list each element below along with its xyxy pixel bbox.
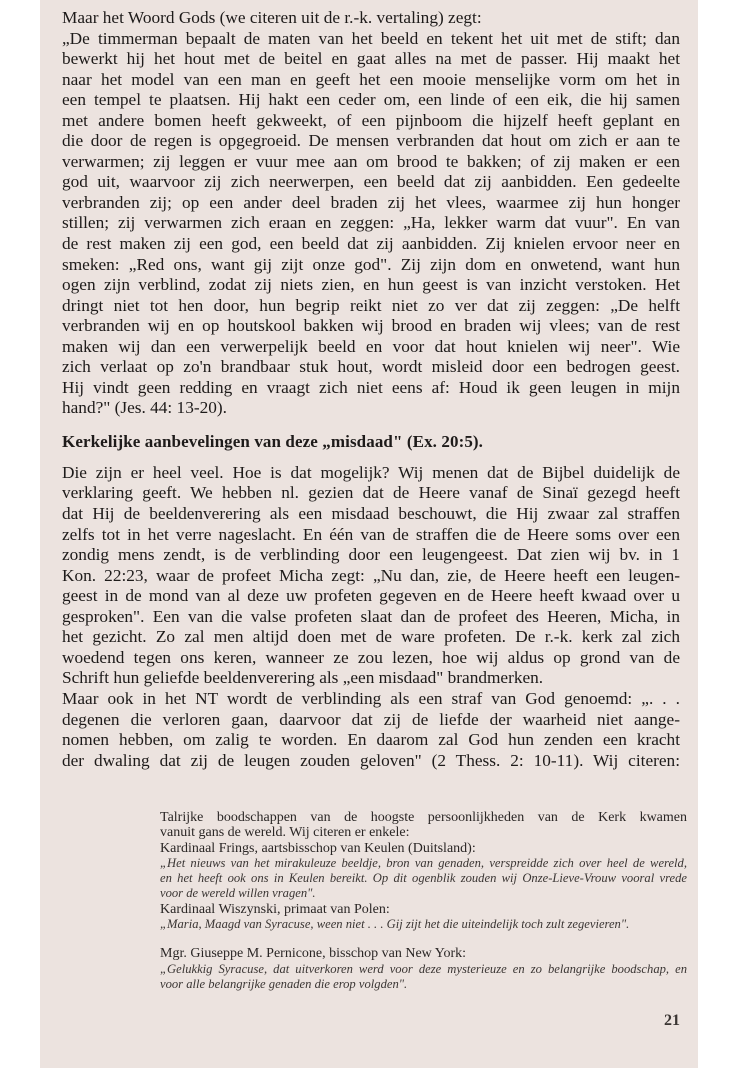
- text-line: „De timmerman bepaalt de maten van het beeld en tekent het uit met de stift; dan: [62, 28, 680, 48]
- indented-quote-block: [160, 810, 687, 992]
- book-page: [40, 0, 698, 1068]
- text-line: Schrift hun geliefde beeldenverering als „een misdaad" brandmerken.: [62, 668, 544, 688]
- text-line: bewerkt hij het hout met de beitel en gaat alles na met de passer. Hij maakt het: [62, 49, 680, 69]
- text-line: verbranden wij en op houtskool bakken wij brood en braden wij vlees; van de rest: [62, 316, 680, 336]
- text-line: dringt niet tot hen door, hun begrip reikt niet zo ver dat zij zeggen: „De helft: [62, 295, 680, 315]
- quote-text-line: en het heeft ook ons in Keulen bereikt. Op dit ogenblik zouden wij Onze-Lieve-Vrouw vooral vrede: [160, 871, 687, 886]
- text-line: Maar ook in het NT wordt de verblinding als een straf van God genoemd: „. . .: [62, 688, 680, 708]
- text-line: verwarmen; zij leggen er vuur mee aan om brood te bakken; of zij maken er een: [62, 151, 680, 171]
- text-line: de rest maken zij een god, een beeld dat zij aanbidden. Zij knielen ervoor neer en: [62, 234, 680, 254]
- text-line: zich verlaat op zo'n brandbaar stuk hout, wordt misleid door een bedrogen geest.: [62, 357, 680, 377]
- text-line: Kon. 22:23, waar de profeet Micha zegt: „Nu dan, zie, de Heere heeft een leugen-: [62, 565, 680, 585]
- quote-text-line: „Het nieuws van het mirakuleuze beeldje, bron van genaden, verspreidde zich over heel de wereld,: [160, 855, 687, 870]
- text-line: woedend tegen ons keren, wanneer ze zou lezen, hoe wij aldus op grond van de: [62, 647, 680, 667]
- text-line: god uit, waarvoor zij zich neerwerpen, een beeld dat zij aanbidden. Een gedeelte: [62, 172, 680, 192]
- text-line: die door de regen is opgegroeid. De mensen verbranden dat hout om zich er aan te: [62, 131, 680, 151]
- text-line: verklaring geeft. We hebben nl. gezien dat de Heere vanaf de Sinaï gezegd heeft: [62, 483, 680, 503]
- text-line: geest in de mond van al deze uw profeten gegeven en de Heere heeft kwaad over u: [62, 586, 680, 606]
- text-line: dat Hij de beeldenverering als een misdaad beschouwt, die Hij zwaar zal straffen: [62, 504, 680, 524]
- quote-intro-line: vanuit gans de wereld. Wij citeren er enkele:: [160, 825, 410, 841]
- main-text: [62, 8, 680, 771]
- text-line: zondig mens zendt, is de verblinding door een leugengeest. Dat zien wij bv. in 1: [62, 545, 680, 565]
- quote-text-line: „Gelukkig Syracuse, dat uitverkoren werd voor deze mysterieuze en zo belangrijke boodschap, en: [160, 961, 687, 976]
- text-line: stillen; zij verwarmen zich eraan en zeggen: „Ha, lekker warm dat vuur". En van: [62, 213, 680, 233]
- text-line: gesproken". Een van die valse profeten slaat dan de profeet des Heeren, Micha, in: [62, 606, 680, 626]
- text-line: ogen zijn verblind, zodat zij niets zien, en hun geest is van inzicht verstoken. Het: [62, 275, 680, 295]
- page-number: 21: [664, 1012, 680, 1029]
- text-line: zelfs tot in het verre nageslacht. En één van de straffen die de Heere soms over een: [62, 524, 680, 544]
- text-line: maken wij dan een verwerpelijk beeld en voor dat hout knielen wij neer". Wie: [62, 336, 680, 356]
- text-line: degenen die verloren gaan, daarvoor dat zij de liefde der waarheid niet aange-: [62, 709, 680, 729]
- text-line: hand?" (Jes. 44: 13-20).: [62, 398, 227, 418]
- text-line: Maar het Woord Gods (we citeren uit de r.-k. vertaling) zegt:: [62, 8, 482, 27]
- paragraph-explanation: [62, 463, 680, 771]
- quote-text-line: „Maria, Maagd van Syracuse, ween niet . . . Gij zijt het die uiteindelijk toch zult zegevieren".: [160, 917, 630, 932]
- text-line: Die zijn er heel veel. Hoe is dat mogelijk? Wij menen dat de Bijbel duidelijk de: [62, 462, 680, 482]
- text-line: der dwaling dat zij de leugen zouden geloven" (2 Thess. 2: 10-11). Wij citeren:: [62, 750, 680, 770]
- quote-intro-line: Talrijke boodschappen van de hoogste persoonlijkheden van de Kerk kwamen: [160, 810, 687, 825]
- text-line: verbranden zij; op een ander deel braden zij het vlees, waarmee zij hun honger: [62, 192, 680, 212]
- quote-speaker: Kardinaal Wiszynski, primaat van Polen:: [160, 901, 390, 917]
- paragraph-scripture-quote: [62, 8, 680, 419]
- text-line: smeken: „Red ons, want gij zijt onze god". Zij zijn dom en onwetend, want hun: [62, 254, 680, 274]
- quote-speaker: Kardinaal Frings, aartsbisschop van Keulen (Duitsland):: [160, 840, 476, 856]
- quote-speaker: Mgr. Giuseppe M. Pernicone, bisschop van New York:: [160, 946, 467, 962]
- section-heading: Kerkelijke aanbevelingen van deze „misdaad" (Ex. 20:5).: [62, 431, 484, 451]
- text-line: naar het model van een man en geeft het een mooie menselijke vorm om het in: [62, 69, 680, 89]
- text-line: het gezicht. Zo zal men altijd doen met de ware profeten. De r.-k. kerk zal zich: [62, 627, 680, 647]
- text-line: een tempel te plaatsen. Hij hakt een ceder om, een linde of een eik, die hij samen: [62, 90, 680, 110]
- quote-text-line: voor alle belangrijke genaden die erop volgden".: [160, 976, 408, 991]
- text-line: Hij vindt geen redding en vraagt zich niet eens af: Houd ik geen leugen in mijn: [62, 377, 680, 397]
- text-line: met andere bomen heeft gekweekt, of een pijnboom die hijzelf heeft geplant en: [62, 110, 680, 130]
- quote-text-line: voor de wereld willen vragen".: [160, 886, 316, 901]
- text-line: nomen hebben, om zalig te worden. En daarom zal God hun zenden een kracht: [62, 730, 680, 750]
